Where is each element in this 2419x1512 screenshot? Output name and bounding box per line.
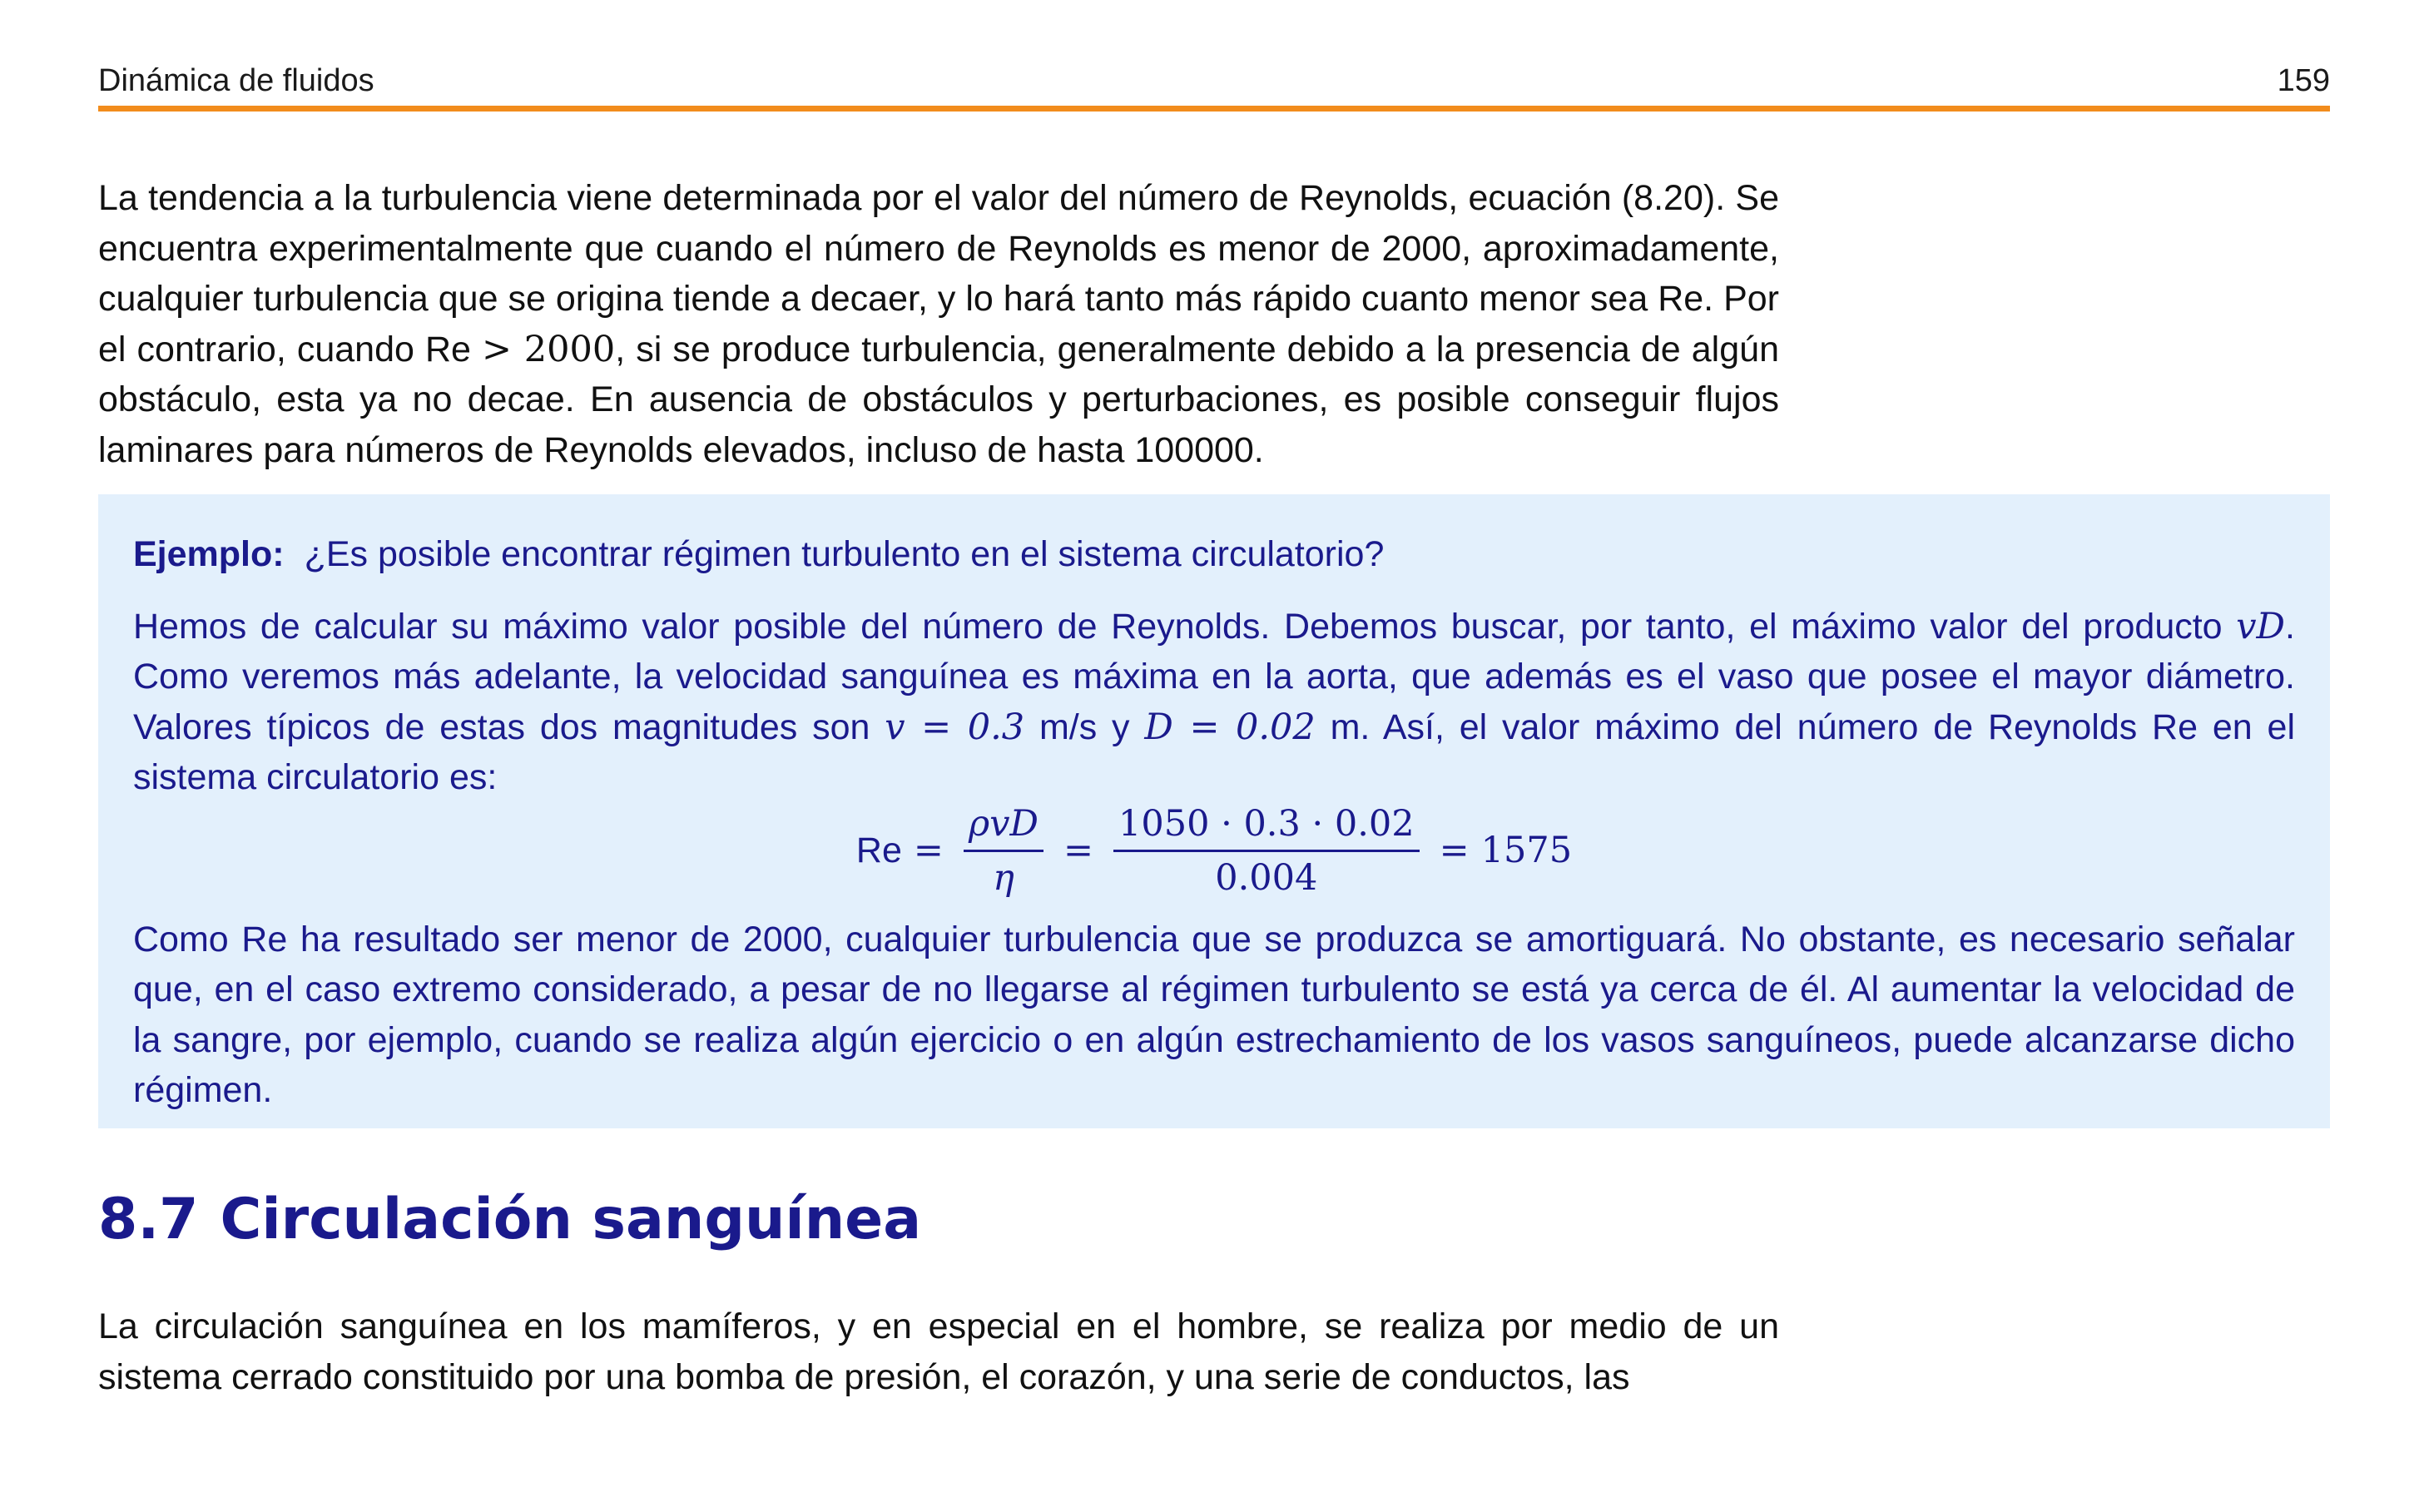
- fraction-symbolic-denominator: η: [993, 857, 1014, 899]
- running-header: [98, 63, 2330, 108]
- intro-paragraph: [98, 173, 1779, 475]
- example-p1-text-b: . Como veremos más adelante, la velocidad sanguínea es máxima en la aorta, que además es el vaso que posee el mayor diámetro. Valores típicos de estas dos magnitudes son: [133, 606, 2295, 747]
- example-paragraph-2: Como Re ha resultado ser menor de 2000, cualquier turbulencia que se produzca se amortiguará. No obstante, es necesario señalar que, en el caso extremo considerado, a pesar de no llegarse al régimen turbulento se está ya cerca de él. Al aumentar la velocidad de la sangre, por ejemplo, cuando se realiza algún ejercicio o en algún estrechamiento de los vasos sanguíneos, puede alcanzarse dicho régimen.: [133, 919, 2295, 1110]
- math-vD: vD: [2236, 605, 2286, 647]
- document-page: [98, 0, 2330, 1512]
- equals-sign-3: =: [1439, 830, 1470, 872]
- equals-sign-2: =: [1063, 830, 1094, 872]
- intro-text-part1: La tendencia a la turbulencia viene determinada por el valor del número de Reynolds, ecuación (8.20). Se encuentra experimentalmente que cuando el número de Reynolds es menor de 2000, aproximadamente, cualquier turbulencia que se origina tiende a decaer, y lo hará tanto más rápido cuanto menor sea Re. Por el contrario, cuando Re: [98, 178, 1779, 369]
- fraction-numeric-numerator: 1050 · 0.3 · 0.02: [1113, 801, 1420, 852]
- example-p1-text-d: m. Así, el valor máximo del número de Reynolds Re en el sistema circulatorio es:: [133, 706, 2295, 797]
- example-box: [98, 494, 2330, 1128]
- example-content: [133, 529, 2295, 1116]
- fraction-symbolic-numerator: ρvD: [964, 801, 1043, 852]
- fraction-symbolic: [964, 801, 1043, 900]
- page-number: 159: [2277, 63, 2330, 98]
- fraction-numeric-denominator: 0.004: [1215, 857, 1318, 899]
- equation-lhs: Re: [855, 830, 902, 871]
- header-rule: [98, 106, 2330, 112]
- example-label: Ejemplo:: [133, 534, 285, 574]
- example-paragraph-1: [133, 602, 2295, 803]
- fraction-numeric: [1113, 801, 1420, 900]
- intro-text-part2: , si se produce turbulencia, generalmente debido a la presencia de algún obstáculo, esta ya no decae. En ausencia de obstáculos y perturbaciones, es posible conseguir flujos laminares para números de Reynolds elevados, incluso de hasta 100000.: [98, 329, 1779, 470]
- example-p1-text-c: m/s y: [1024, 706, 1145, 747]
- math-D-value: D = 0.02: [1144, 706, 1316, 748]
- math-v-value: v = 0.3: [885, 706, 1025, 748]
- reynolds-equation: [133, 798, 2295, 905]
- section-heading: [98, 1187, 921, 1252]
- chapter-title: Dinámica de fluidos: [98, 63, 374, 98]
- example-question-text: ¿Es posible encontrar régimen turbulento en el sistema circulatorio?: [304, 534, 1385, 574]
- example-p1-text-a: Hemos de calcular su máximo valor posible del número de Reynolds. Debemos buscar, por tanto, el máximo valor del producto: [133, 606, 2237, 647]
- intro-math: > 2000: [482, 328, 616, 370]
- section-title: Circulación sanguínea: [220, 1187, 922, 1252]
- section-paragraph: La circulación sanguínea en los mamíferos, y en especial en el hombre, se realiza por medio de un sistema cerrado constituido por una bomba de presión, el corazón, y una serie de conductos, las: [98, 1306, 1779, 1397]
- equation-result: 1575: [1480, 830, 1573, 872]
- example-question: [133, 529, 2295, 580]
- section-number: 8.7: [98, 1187, 199, 1252]
- equals-sign-1: =: [913, 830, 944, 872]
